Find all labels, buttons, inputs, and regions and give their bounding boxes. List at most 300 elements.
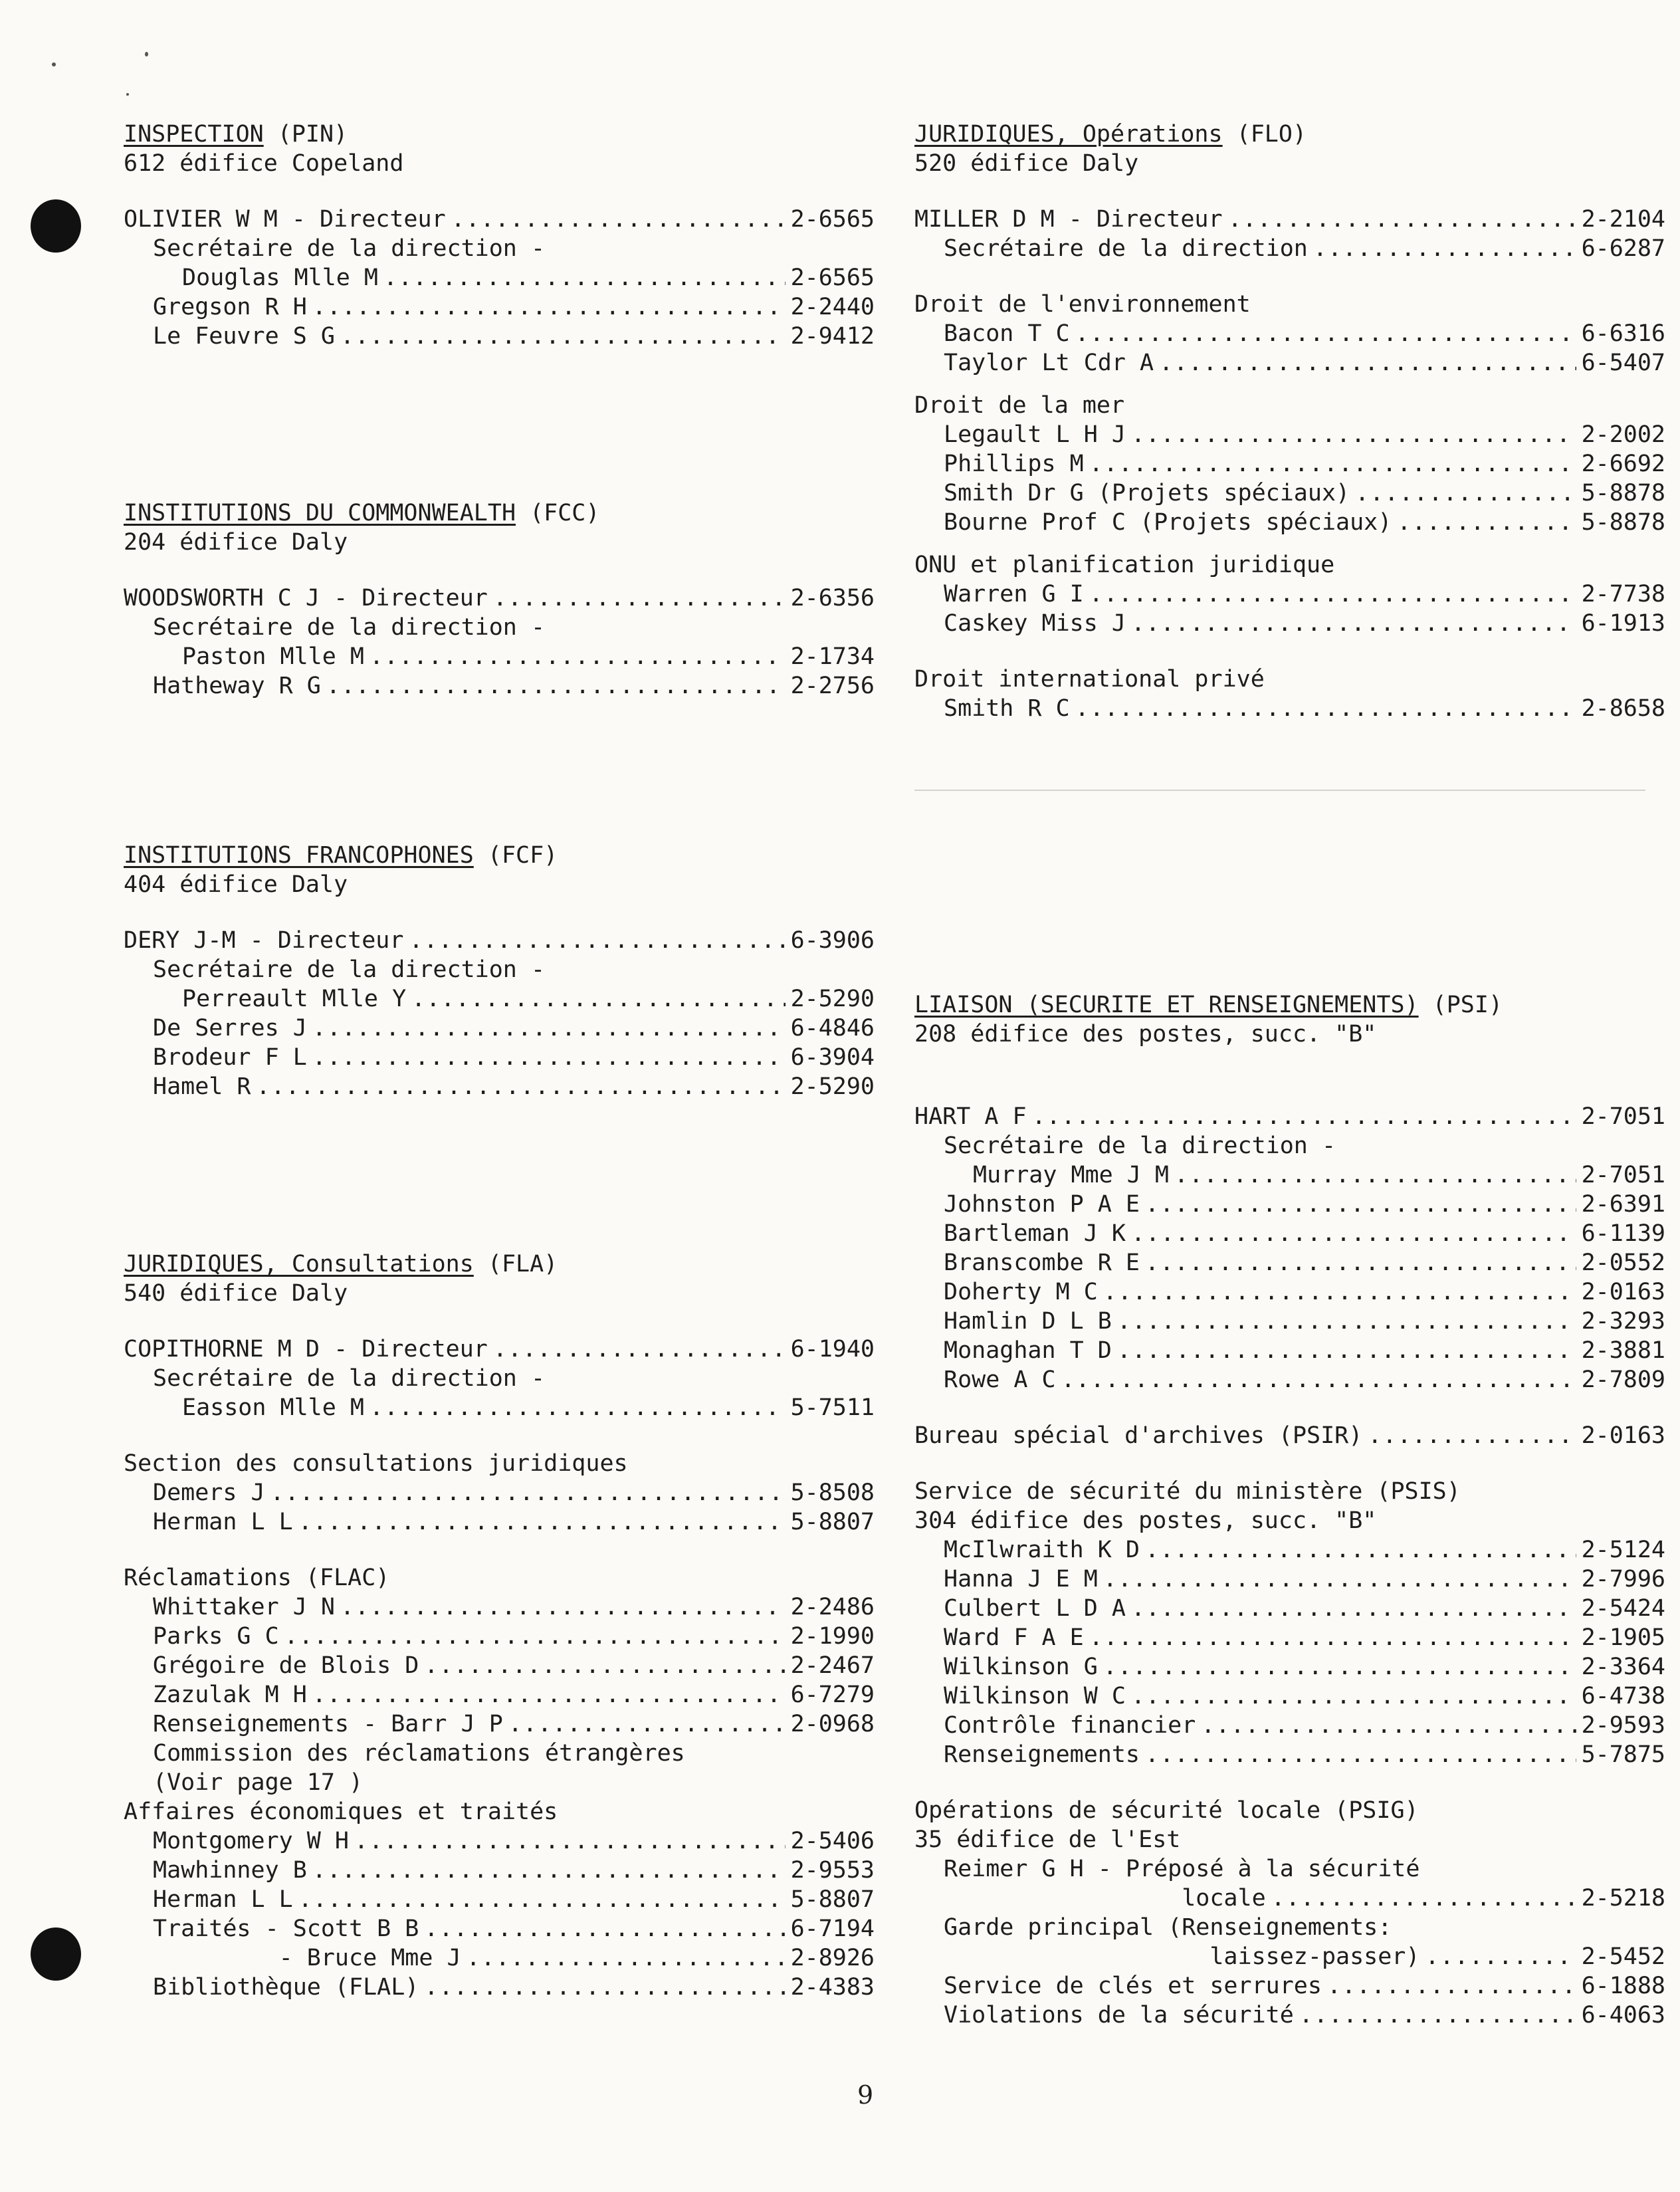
directory-entry <box>124 205 875 234</box>
subheading: Section des consultations juridiques <box>124 1450 628 1477</box>
phone-number: 6-5407 <box>1581 350 1665 376</box>
phone-number: 2-2440 <box>790 294 875 320</box>
directory-entry <box>124 1507 875 1537</box>
leader-dots <box>1145 1535 1576 1565</box>
directory-entry <box>124 292 875 322</box>
leader-dots <box>326 671 786 701</box>
phone-number: 5-8807 <box>790 1886 875 1913</box>
entry-name: Gregson R H <box>153 294 307 320</box>
entry-name: Monaghan T D <box>944 1337 1112 1364</box>
section-address: 520 édifice Daly <box>914 150 1139 177</box>
leader-dots <box>493 584 786 613</box>
section-name: INSTITUTIONS FRANCOPHONES <box>124 842 474 869</box>
leader-dots <box>1089 1623 1576 1652</box>
directory-entry <box>914 420 1665 449</box>
directory-entry <box>914 234 1665 263</box>
spacer <box>914 378 1665 391</box>
entry-name: Demers J <box>153 1480 265 1506</box>
entry-name: Hanna J E M <box>944 1566 1098 1592</box>
phone-number: 6-3904 <box>790 1044 875 1071</box>
entry-name: Le Feuvre S G <box>153 323 335 350</box>
leader-dots <box>354 1826 786 1856</box>
directory-entry <box>124 1622 875 1651</box>
leader-dots <box>1131 420 1576 449</box>
leader-dots <box>1397 508 1576 537</box>
directory-entry <box>124 322 875 351</box>
phone-number: 2-0552 <box>1581 1250 1665 1276</box>
phone-number: 2-6391 <box>1581 1191 1665 1218</box>
leader-dots <box>1201 1711 1576 1740</box>
subheading: Secrétaire de la direction - <box>153 614 546 641</box>
directory-entry <box>914 2001 1665 2030</box>
directory-entry <box>914 1421 1665 1450</box>
subheading: 35 édifice de l'Est <box>914 1826 1181 1853</box>
leader-dots <box>257 1072 786 1101</box>
leader-dots <box>1103 1565 1576 1594</box>
directory-entry <box>124 1072 875 1101</box>
entry-name: Culbert L D A <box>944 1595 1126 1622</box>
directory-entry <box>914 1277 1665 1307</box>
entry-name: Wilkinson G <box>944 1654 1098 1680</box>
directory-entry <box>914 1711 1665 1740</box>
phone-number: 2-6565 <box>790 206 875 233</box>
spacer <box>914 263 1665 290</box>
phone-number: 2-5290 <box>790 986 875 1012</box>
entry-name: Hatheway R G <box>153 673 321 699</box>
phone-number: 6-1139 <box>1581 1220 1665 1247</box>
entry-name: Murray Mme J M <box>973 1162 1170 1188</box>
subheading: Secrétaire de la direction - <box>153 956 546 983</box>
leader-dots <box>451 205 786 234</box>
leader-dots <box>1327 1971 1576 2001</box>
directory-entry <box>124 984 875 1014</box>
leader-dots <box>424 1973 785 2002</box>
phone-number: 2-8658 <box>1581 695 1665 722</box>
directory-section <box>124 1250 875 2002</box>
phone-number: 5-8878 <box>1581 509 1665 536</box>
section-address: 404 édifice Daly <box>124 871 348 898</box>
leader-dots <box>298 1885 786 1914</box>
leader-dots <box>1117 1336 1576 1365</box>
phone-number: 5-8878 <box>1581 480 1665 506</box>
entry-name: - Bruce Mme J <box>153 1945 461 1971</box>
leader-dots <box>467 1943 786 1973</box>
entry-name: Zazulak M H <box>153 1682 307 1708</box>
phone-number: 2-1990 <box>790 1623 875 1650</box>
phone-number: 2-5452 <box>1581 1943 1665 1970</box>
section-name: INSTITUTIONS DU COMMONWEALTH <box>124 500 516 526</box>
directory-entry <box>914 1884 1665 1913</box>
entry-name: Branscombe R E <box>944 1250 1140 1276</box>
phone-number: 6-4063 <box>1581 2002 1665 2028</box>
subheading: Commission des réclamations étrangères <box>153 1740 685 1767</box>
phone-number: 6-7194 <box>790 1916 875 1942</box>
phone-number: 2-9553 <box>790 1857 875 1884</box>
section-code: (FCC) <box>516 500 600 526</box>
scan-speck <box>52 62 56 66</box>
directory-entry <box>124 671 875 701</box>
subheading: (Voir page 17 ) <box>153 1769 364 1796</box>
page-number: 9 <box>857 2080 874 2110</box>
leader-dots <box>1313 234 1576 263</box>
spacer <box>914 1049 1665 1075</box>
section-header <box>124 120 875 149</box>
section-code: (PIN) <box>263 121 348 148</box>
section-header <box>124 841 875 870</box>
leader-dots <box>1355 479 1576 508</box>
phone-number: 6-6287 <box>1581 235 1665 262</box>
entry-name: De Serres J <box>153 1015 307 1041</box>
entry-name: Herman L L <box>153 1509 293 1535</box>
entry-name: HART A F <box>914 1103 1027 1130</box>
entry-name: Violations de la sécurité <box>944 2002 1294 2028</box>
leader-dots <box>312 1856 786 1885</box>
directory-entry <box>124 1885 875 1914</box>
entry-name: Service de clés et serrures <box>944 1973 1322 1999</box>
directory-entry <box>124 926 875 955</box>
spacer <box>914 1450 1665 1477</box>
entry-name: Bartleman J K <box>944 1220 1126 1247</box>
phone-number: 2-9593 <box>1581 1712 1665 1739</box>
leader-dots <box>340 322 786 351</box>
phone-number: 2-0163 <box>1581 1422 1665 1449</box>
entry-name: COPITHORNE M D - Directeur <box>124 1336 488 1363</box>
section-name: INSPECTION <box>124 121 264 148</box>
section-header <box>124 1250 875 1279</box>
phone-number: 2-2467 <box>790 1652 875 1679</box>
directory-entry <box>124 1914 875 1943</box>
phone-number: 2-2756 <box>790 673 875 699</box>
leader-dots <box>383 263 786 292</box>
directory-entry <box>124 1826 875 1856</box>
entry-name: Herman L L <box>153 1886 293 1913</box>
subheading: Garde principal (Renseignements: <box>944 1914 1392 1941</box>
subheading: Droit international privé <box>914 666 1265 693</box>
phone-number: 2-6692 <box>1581 451 1665 477</box>
section-address: 204 édifice Daly <box>124 529 348 556</box>
phone-number: 2-7051 <box>1581 1162 1665 1188</box>
entry-name: Douglas Mlle M <box>182 265 379 291</box>
phone-number: 6-4738 <box>1581 1683 1665 1709</box>
entry-name: WOODSWORTH C J - Directeur <box>124 585 488 611</box>
phone-number: 6-6316 <box>1581 320 1665 347</box>
scan-speck <box>126 93 129 96</box>
directory-entry <box>124 1478 875 1507</box>
directory-entry <box>124 1651 875 1680</box>
spacer <box>914 1769 1665 1796</box>
leader-dots <box>493 1335 786 1364</box>
entry-name: Contrôle financier <box>944 1712 1196 1739</box>
leader-dots <box>1145 1248 1576 1277</box>
leader-dots <box>1131 609 1576 638</box>
phone-number: 6-1913 <box>1581 610 1665 637</box>
leader-dots <box>1174 1160 1576 1190</box>
section-name: LIAISON (SECURITE ET RENSEIGNEMENTS) <box>914 992 1419 1018</box>
phone-number: 2-0968 <box>790 1711 875 1737</box>
entry-name: Legault L H J <box>944 421 1126 448</box>
subheading: Reimer G H - Préposé à la sécurité <box>944 1856 1420 1882</box>
entry-name: Mawhinney B <box>153 1857 307 1884</box>
phone-number: 2-4383 <box>790 1974 875 2001</box>
leader-dots <box>1145 1190 1576 1219</box>
entry-name: Renseignements - Barr J P <box>153 1711 503 1737</box>
directory-entry <box>914 1971 1665 2001</box>
leader-dots <box>1131 1682 1576 1711</box>
section-code: (FLO) <box>1222 121 1307 148</box>
directory-entry <box>914 1336 1665 1365</box>
spacer <box>124 557 875 584</box>
phone-number: 2-9412 <box>790 323 875 350</box>
entry-name: Grégoire de Blois D <box>153 1652 419 1679</box>
phone-number: 2-6565 <box>790 265 875 291</box>
entry-name: Paston Mlle M <box>182 643 364 670</box>
directory-entry <box>124 1973 875 2002</box>
leader-dots <box>1159 348 1576 378</box>
entry-name: locale <box>944 1885 1266 1912</box>
phone-number: 6-4846 <box>790 1015 875 1041</box>
phone-number: 2-1905 <box>1581 1624 1665 1651</box>
directory-entry <box>124 642 875 671</box>
subheading: Affaires économiques et traités <box>124 1799 558 1825</box>
leader-dots <box>270 1478 786 1507</box>
entry-name: OLIVIER W M - Directeur <box>124 206 446 233</box>
punch-hole-bottom <box>31 1927 81 1981</box>
section-header <box>124 498 875 528</box>
leader-dots <box>424 1914 785 1943</box>
directory-entry <box>914 1190 1665 1219</box>
leader-dots <box>1089 580 1576 609</box>
subheading: Secrétaire de la direction - <box>944 1133 1336 1159</box>
phone-number: 2-5290 <box>790 1073 875 1100</box>
leader-dots <box>409 926 785 955</box>
section-name: JURIDIQUES, Opérations <box>914 121 1223 148</box>
leader-dots <box>1368 1421 1576 1450</box>
spacer <box>914 1394 1665 1421</box>
directory-entry <box>914 205 1665 234</box>
phone-number: 6-1940 <box>790 1336 875 1363</box>
leader-dots <box>312 1680 786 1709</box>
entry-name: Montgomery W H <box>153 1828 350 1854</box>
directory-entry <box>124 1709 875 1739</box>
directory-entry <box>914 508 1665 537</box>
leader-dots <box>1131 1594 1576 1623</box>
directory-entry <box>124 1680 875 1709</box>
section-header <box>914 990 1665 1020</box>
directory-entry <box>914 1535 1665 1565</box>
entry-name: Smith R C <box>944 695 1070 722</box>
leader-dots <box>1145 1740 1576 1769</box>
subheading: Réclamations (FLAC) <box>124 1565 390 1591</box>
scan-rule <box>914 790 1645 791</box>
directory-section <box>124 841 875 1101</box>
phone-number: 5-8508 <box>790 1480 875 1506</box>
entry-name: laissez-passer) <box>944 1943 1420 1970</box>
entry-name: Wilkinson W C <box>944 1683 1126 1709</box>
entry-name: Bourne Prof C (Projets spéciaux) <box>944 509 1392 536</box>
subheading: 304 édifice des postes, succ. "B" <box>914 1507 1377 1534</box>
directory-entry <box>914 1307 1665 1336</box>
directory-entry <box>914 1219 1665 1248</box>
directory-entry <box>914 580 1665 609</box>
subheading: Service de sécurité du ministère (PSIS) <box>914 1478 1461 1505</box>
entry-name: Traités - Scott B B <box>153 1916 419 1942</box>
entry-name: Caskey Miss J <box>944 610 1126 637</box>
directory-entry <box>914 1102 1665 1131</box>
spacer <box>124 1308 875 1335</box>
entry-name: Hamel R <box>153 1073 251 1100</box>
directory-entry <box>914 1160 1665 1190</box>
entry-name: Johnston P A E <box>944 1191 1140 1218</box>
phone-number: 2-7996 <box>1581 1566 1665 1592</box>
leader-dots <box>1117 1307 1576 1336</box>
directory-entry <box>914 319 1665 348</box>
directory-entry <box>914 1565 1665 1594</box>
section-header <box>914 120 1665 149</box>
subheading: Secrétaire de la direction - <box>153 1365 546 1392</box>
entry-name: Bacon T C <box>944 320 1070 347</box>
phone-number: 2-2104 <box>1581 206 1665 233</box>
section-code: (FLA) <box>473 1251 558 1277</box>
subheading: Opérations de sécurité locale (PSIG) <box>914 1797 1419 1824</box>
leader-dots <box>1131 1219 1576 1248</box>
leader-dots <box>1032 1102 1576 1131</box>
directory-section <box>914 990 1665 2030</box>
punch-hole-top <box>31 199 81 253</box>
entry-name: MILLER D M - Directeur <box>914 206 1223 233</box>
section-address: 540 édifice Daly <box>124 1280 348 1307</box>
phone-number: 5-7875 <box>1581 1741 1665 1768</box>
leader-dots <box>1089 449 1576 479</box>
phone-number: 2-1734 <box>790 643 875 670</box>
phone-number: 2-3364 <box>1581 1654 1665 1680</box>
phone-number: 2-5218 <box>1581 1885 1665 1912</box>
directory-entry <box>914 1623 1665 1652</box>
phone-number: 6-1888 <box>1581 1973 1665 1999</box>
phone-number: 2-0163 <box>1581 1279 1665 1305</box>
entry-name: DERY J-M - Directeur <box>124 927 404 954</box>
leader-dots <box>312 1014 786 1043</box>
phone-number: 2-2002 <box>1581 421 1665 448</box>
leader-dots <box>1425 1942 1576 1971</box>
phone-number: 2-6356 <box>790 585 875 611</box>
leader-dots <box>1075 694 1576 723</box>
phone-number: 5-7511 <box>790 1394 875 1421</box>
entry-name: Warren G I <box>944 581 1084 607</box>
entry-name: McIlwraith K D <box>944 1537 1140 1563</box>
spacer <box>124 1422 875 1449</box>
directory-entry <box>124 1943 875 1973</box>
leader-dots <box>312 1043 786 1072</box>
directory-entry <box>914 609 1665 638</box>
leader-dots <box>411 984 785 1014</box>
directory-entry <box>914 1942 1665 1971</box>
section-address: 612 édifice Copeland <box>124 150 404 177</box>
directory-entry <box>124 1335 875 1364</box>
leader-dots <box>340 1592 786 1622</box>
directory-entry <box>124 263 875 292</box>
section-name: JURIDIQUES, Consultations <box>124 1251 474 1277</box>
phone-number: 2-5124 <box>1581 1537 1665 1563</box>
entry-name: Brodeur F L <box>153 1044 307 1071</box>
entry-name: Parks G C <box>153 1623 279 1650</box>
directory-section <box>914 120 1665 723</box>
spacer <box>124 899 875 926</box>
phone-number: 2-3293 <box>1581 1308 1665 1335</box>
leader-dots <box>1075 319 1576 348</box>
directory-entry <box>124 1014 875 1043</box>
directory-entry <box>914 1740 1665 1769</box>
leader-dots <box>369 642 786 671</box>
leader-dots <box>298 1507 786 1537</box>
directory-section <box>124 498 875 701</box>
leader-dots <box>1103 1277 1576 1307</box>
phone-number: 6-7279 <box>790 1682 875 1708</box>
entry-name: Easson Mlle M <box>182 1394 364 1421</box>
entry-name: Renseignements <box>944 1741 1140 1768</box>
subheading: ONU et planification juridique <box>914 552 1335 578</box>
entry-name: Phillips M <box>944 451 1084 477</box>
leader-dots <box>1228 205 1576 234</box>
directory-entry <box>914 348 1665 378</box>
spacer <box>914 178 1665 205</box>
entry-name: Ward F A E <box>944 1624 1084 1651</box>
spacer <box>914 638 1665 665</box>
directory-entry <box>124 1592 875 1622</box>
entry-name: Taylor Lt Cdr A <box>944 350 1154 376</box>
leader-dots <box>1061 1365 1576 1394</box>
directory-entry <box>914 449 1665 479</box>
directory-entry <box>914 479 1665 508</box>
directory-entry <box>914 1652 1665 1682</box>
spacer <box>914 537 1665 550</box>
entry-name: Bibliothèque (FLAL) <box>153 1974 419 2001</box>
phone-number: 6-3906 <box>790 927 875 954</box>
entry-name: Perreault Mlle Y <box>182 986 407 1012</box>
scan-speck <box>145 52 148 56</box>
phone-number: 2-7738 <box>1581 581 1665 607</box>
leader-dots <box>1299 2001 1576 2030</box>
directory-entry <box>124 1856 875 1885</box>
entry-name: Smith Dr G (Projets spéciaux) <box>944 480 1350 506</box>
directory-entry <box>124 584 875 613</box>
spacer <box>124 1537 875 1563</box>
leader-dots <box>369 1393 786 1422</box>
spacer <box>124 178 875 205</box>
phone-number: 2-7809 <box>1581 1367 1665 1393</box>
directory-entry <box>124 1043 875 1072</box>
entry-name: Doherty M C <box>944 1279 1098 1305</box>
directory-entry <box>914 694 1665 723</box>
leader-dots <box>284 1622 786 1651</box>
leader-dots <box>424 1651 785 1680</box>
directory-section <box>124 120 875 351</box>
phone-number: 2-2486 <box>790 1594 875 1620</box>
entry-name: Secrétaire de la direction <box>944 235 1308 262</box>
directory-entry <box>914 1594 1665 1623</box>
entry-name: Hamlin D L B <box>944 1308 1112 1335</box>
subheading: Droit de l'environnement <box>914 291 1251 318</box>
section-code: (FCF) <box>473 842 558 869</box>
phone-number: 2-3881 <box>1581 1337 1665 1364</box>
entry-name: Rowe A C <box>944 1367 1056 1393</box>
phone-number: 2-5406 <box>790 1828 875 1854</box>
leader-dots <box>508 1709 786 1739</box>
phone-number: 2-7051 <box>1581 1103 1665 1130</box>
section-address: 208 édifice des postes, succ. "B" <box>914 1021 1377 1047</box>
subheading: Droit de la mer <box>914 392 1125 419</box>
entry-name: Whittaker J N <box>153 1594 335 1620</box>
directory-entry <box>914 1248 1665 1277</box>
